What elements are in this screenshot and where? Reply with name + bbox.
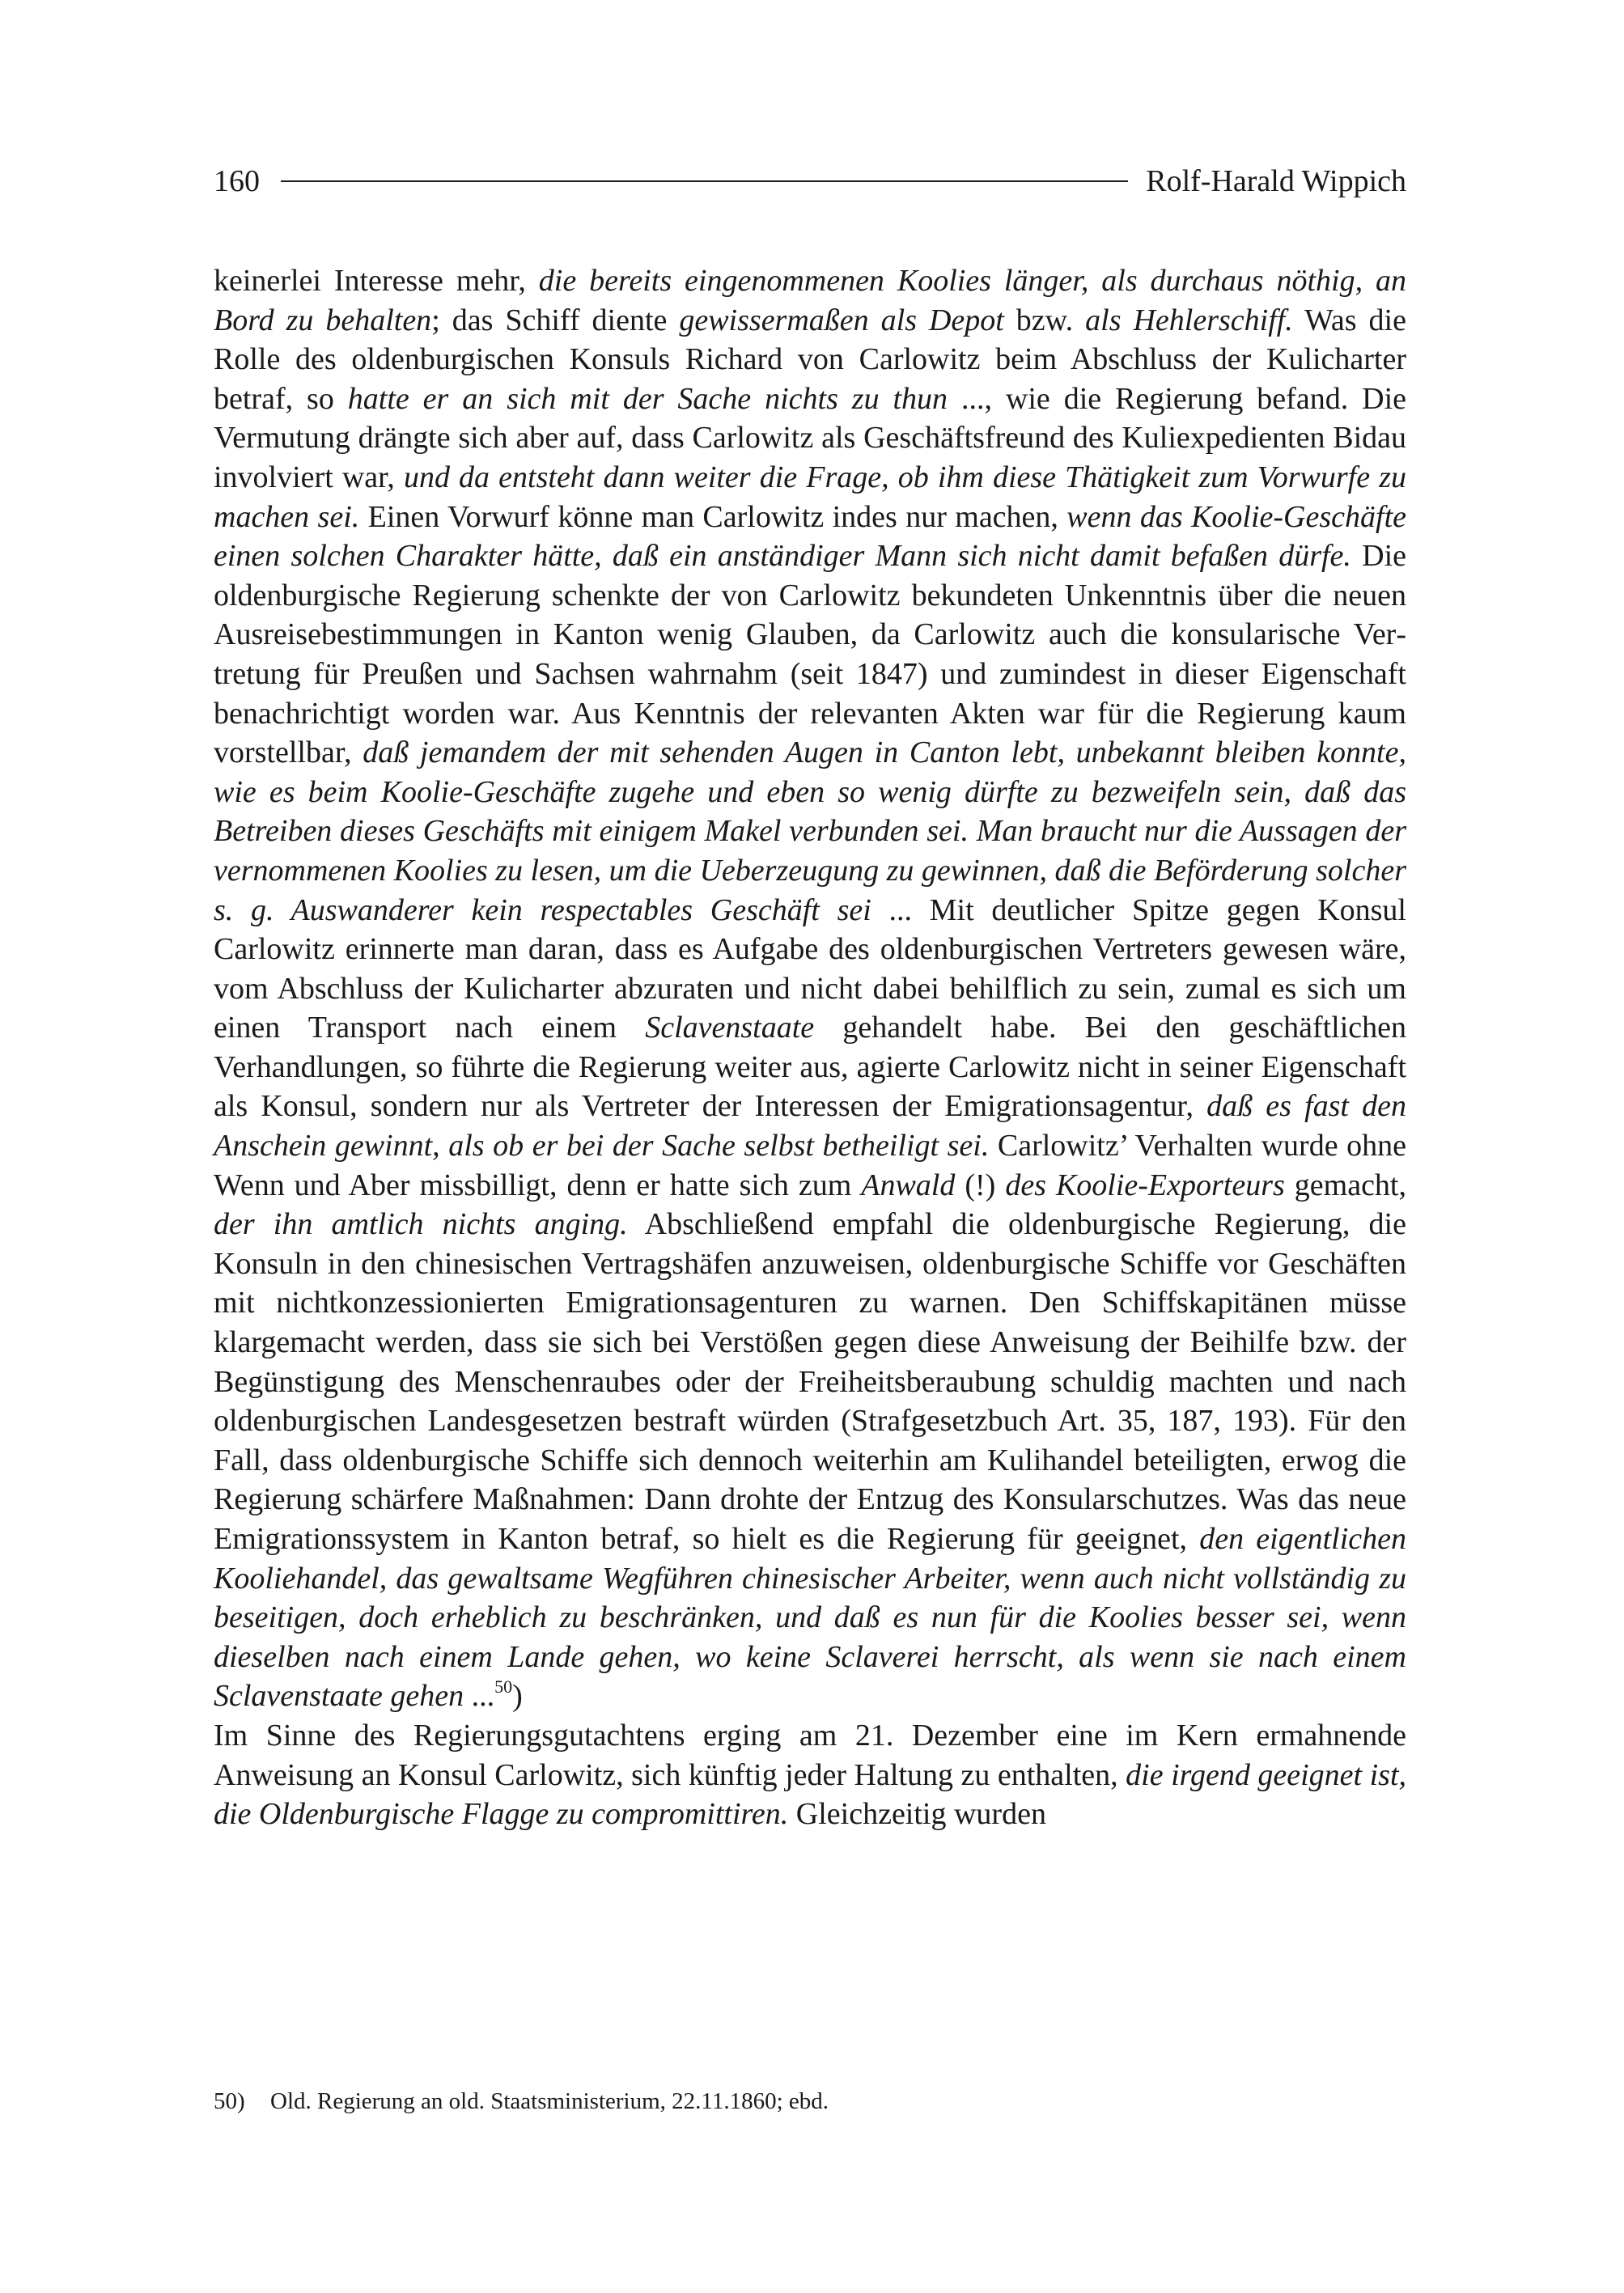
text-run: (!) [955,1168,1006,1202]
italic-quote: Sclavenstaate [645,1011,815,1045]
footnote-reference: 50 [494,1676,513,1697]
italic-quote: gewissermaßen als Depot [679,303,1004,337]
italic-quote: die irgend geeignet ist, die Oldenburgische Flagge zu compromittiren. [214,1757,1406,1832]
italic-quote: den eigentlichen Kooliehandel, das gewaltsame Wegführen chinesischer Arbeiter, wenn auch nicht vollständig zu beseitigen, doch erheblich zu beschränken, und daß es nun für die Koolies besser sei, wenn dieselben nach einem Lande gehen, wo keine Sclaverei herrscht, als wenn sie nach einem Sclavenstaate gehen [214,1522,1406,1714]
body-text [214,261,1406,1834]
italic-quote: wenn das Koolie-Geschäfte einen solchen Charakter hätte, daß ein anständiger Mann sich nicht damit befaßen dürfe. [214,499,1406,574]
header-rule [281,180,1128,182]
text-run: Gleichzeitig wurden [788,1797,1046,1832]
italic-quote: daß es fast den Anschein gewinnt, als ob er bei der Sache selbst betheiligt sei. [214,1089,1406,1163]
italic-quote: Anwald [861,1168,956,1202]
italic-quote: der ihn amtlich nichts anging. [214,1207,628,1242]
italic-quote: und da entsteht dann weiter die Frage, ob ihm diese Thätigkeit zum Vorwurfe zu machen sei. [214,460,1406,534]
italic-quote: die bereits eingenommenen Koolies länger, als durchaus nöthig, an Bord zu behalten [214,264,1407,337]
text-run: bzw. [1003,303,1086,337]
text-run: Abschließend empfahl die oldenburgische Regierung, die Konsuln in den chinesischen Vertragshäfen anzuweisen, oldenburgische Schiffe vor Geschäften mit nichtkonzessionierten Emigrationsagenturen zu warnen. Den Schiffskapitänen müsse klargemacht werden, dass sie sich bei Verstößen gegen diese Anweisung der Beihilfe bzw. der Begünstigung des Menschenraubes oder der Freiheitsberaubung schuldig machten und nach oldenburgischen Landesgesetzen bestraft würden (Strafgesetzbuch Art. 35, 187, 193). Für den Fall, dass oldenburgische Schiffe sich dennoch weiterhin am Kulihandel beteiligten, erwog die Regierung schärfere Maßnahmen: Dann drohte der Entzug des Konsularschutzes. Was das neue Emigrationssystem in Kanton betraf, so hielt es die Regierung für geeignet, [214,1207,1406,1556]
page-number: 160 [214,164,260,198]
text-run: Einen Vorwurf könne man Carlowitz indes nur machen, [359,499,1067,534]
italic-quote: als Hehlerschiff. [1085,303,1293,337]
paragraph [214,1716,1406,1834]
text-run: Carlowitz’ Verhalten wurde ohne Wenn und Aber missbilligt, denn er hatte sich zum [214,1129,1406,1202]
italic-quote: daß jemandem der mit sehenden Augen in Canton lebt, unbekannt bleiben konnte, wie es beim Koolie-Geschäfte zugehe und eben so wenig dürfte zu bezweifeln sein, daß das Betreiben dieses Geschäfts mit einigem Makel verbunden sei. Man braucht nur die Aussagen der vernommenen Koolies zu lesen, um die Ueberzeugung zu gewinnen, daß die Beförderung solcher s. g. Auswanderer kein respectables Geschäft sei [214,735,1406,927]
footnote [214,2086,1406,2117]
text-run: ) [512,1679,523,1714]
italic-quote: des Koolie-Exporteurs [1005,1168,1285,1202]
paragraph [214,261,1406,1716]
text-run: ... Mit deutlicher Spitze gegen Konsul Carlowitz erinnerte man daran, dass es Aufgabe des oldenburgischen Vertreters gewesen wäre, vom Abschluss der Kulicharter abzuraten und nicht dabei behilflich zu sein, zumal es sich um einen Transport nach einem [214,892,1406,1045]
text-run: Im Sinne des Regierungsgutachtens erging am 21. Dezember eine im Kern ermahnende Anweisung an Konsul Carlowitz, sich künftig jeder Haltung zu enthalten, [214,1718,1406,1792]
running-header [214,162,1406,201]
text-run: keinerlei Interesse mehr, [214,264,539,298]
text-run: Die oldenburgische Regierung schenkte der von Carlowitz bekundeten Unkenntnis über die neuen Ausreisebestimmungen in Kanton wenig Glauben, da Carlowitz auch die konsularische Vertretung für Preußen und Sachsen wahrnahm (seit 1847) und zumindest in dieser Eigenschaft benachrichtigt worden war. Aus Kenntnis der relevanten Akten war für die Regierung kaum vorstellbar, [214,539,1406,770]
footnote-number: 50) [214,2088,245,2114]
text-run: Was die Rolle des oldenburgischen Konsuls Richard von Carlowitz beim Abschluss der Kulicharter betraf, so [214,303,1406,416]
running-header-author: Rolf-Harald Wippich [1146,164,1406,198]
text-run: ... [464,1679,495,1714]
text-run: ..., wie die Regierung befand. Die Vermutung drängte sich aber auf, dass Carlowitz als Geschäftsfreund des Kuliexpedienten Bidau involviert war, [214,381,1406,494]
footnote-text: Old. Regierung an old. Staatsministerium, 22.11.1860; ebd. [270,2088,829,2114]
text-run: gehandelt habe. Bei den geschäftlichen Verhandlungen, so führte die Regierung weiter aus, agierte Carlowitz nicht in seiner Eigenschaft als Konsul, sondern nur als Vertreter der Interessen der Emigrationsagentur, [214,1011,1406,1124]
text-run: gemacht, [1284,1168,1406,1202]
text-run: ; das Schiff diente [431,303,680,337]
italic-quote: hatte er an sich mit der Sache nichts zu thun [347,381,948,416]
